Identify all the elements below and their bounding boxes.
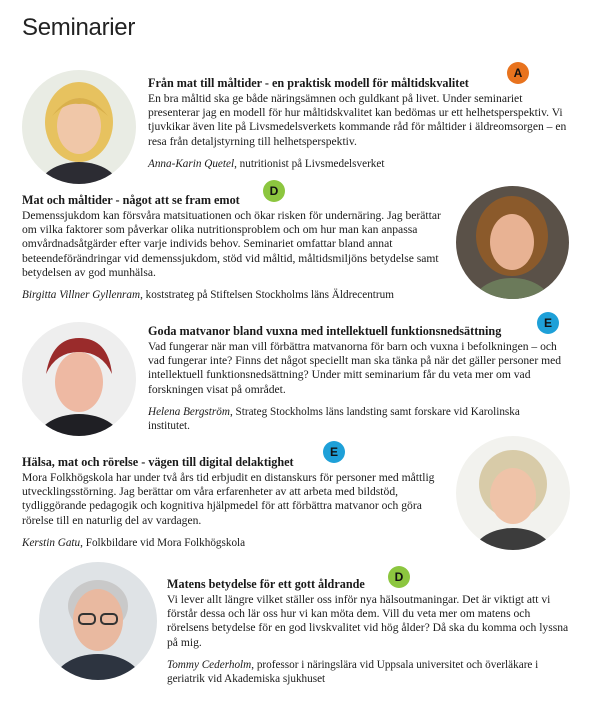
seminar-4 [22, 453, 447, 550]
page-title: Seminarier [22, 14, 136, 41]
level-badge-d: D [263, 180, 285, 202]
speaker-name: Helena Bergström [148, 405, 230, 418]
speaker-credit [22, 536, 447, 550]
seminar-description: Vad fungerar när man vill förbättra matvanorna för barn och vuxna i befolkningen – och vad fungerar inte? Finns det något speciellt man ska tänka på när det gäller personer med intellektuell funktionsnedsättning? Under mitt seminarium får du veta mer om vad forskningen visat på området. [148, 340, 562, 396]
speaker-role: , nutritionist på Livsmedelsverket [234, 157, 385, 170]
seminar-title: Från mat till måltider - en praktisk modell för måltidskvalitet [148, 76, 469, 90]
level-badge-e: E [537, 312, 559, 334]
speaker-role: , Folkbildare vid Mora Folkhögskola [80, 536, 246, 549]
speaker-name: Kerstin Gatu [22, 536, 81, 549]
level-badge-a: A [507, 62, 529, 84]
speaker-photo-5 [39, 562, 157, 680]
seminar-2 [22, 191, 447, 302]
speaker-credit [148, 405, 563, 433]
speaker-credit [22, 288, 447, 302]
seminar-title: Goda matvanor bland vuxna med intellektuell funktionsnedsättning [148, 324, 502, 338]
speaker-role: , koststrateg på Stiftelsen Stockholms läns Äldrecentrum [140, 289, 394, 302]
speaker-photo-1 [22, 70, 136, 184]
speaker-credit [167, 658, 572, 686]
seminar-5 [167, 575, 572, 686]
seminar-description: Vi lever allt längre vilket ställer oss inför nya hälsoutmaningar. Det är viktigt att vi förstår dessa och lär oss hur vi kan möta dem. Vill du veta mer om matens och rörelsens betydelse för en god livskvalitet vid hög ålder? Då ska du komma och lyssna på mig. [167, 593, 569, 649]
seminar-title: Mat och måltider - något att se fram emot [22, 193, 240, 207]
speaker-name: Birgitta Villner Gyllenram [22, 289, 141, 302]
speaker-name: Tommy Cederholm [167, 658, 252, 671]
speaker-credit [148, 157, 568, 171]
level-badge-e: E [323, 441, 345, 463]
speaker-role: , professor i näringslära vid Uppsala universitet och överläkare i geriatrik vid Akademiska sjukhuset [167, 658, 539, 686]
seminar-3 [148, 322, 563, 433]
seminar-title: Hälsa, mat och rörelse - vägen till digital delaktighet [22, 455, 294, 469]
speaker-photo-4 [456, 436, 570, 550]
speaker-photo-2 [456, 186, 569, 299]
seminar-title: Matens betydelse för ett gott åldrande [167, 577, 365, 591]
seminar-description: Mora Folkhögskola har under två års tid erbjudit en distanskurs för personer med måttlig utvecklingsstörning. Jag berättar om våra erfarenheter av att arbeta med bildstöd, tydliggörande pedagogik och kognitiva hjälpmedel för att förbättra matvanor och göra rörelse till en naturlig del av vardagen. [22, 471, 435, 527]
speaker-role: , Strateg Stockholms läns landsting samt forskare vid Karolinska institutet. [148, 405, 520, 433]
seminar-description: Demenssjukdom kan försvåra matsituationen och ökar risken för undernäring. Jag berättar om vilka faktorer som påverkar olika nutritionsproblem och om hur man kan anpassa omvårdnadsåtgärder efter varje individs behov. Seminariet omfattar bland annat beteendeförändringar vid demenssjukdom, stöd vid måltid, måltidsmiljöns betydelse samt betydelsen av god munhälsa. [22, 209, 441, 279]
speaker-photo-3 [22, 322, 136, 436]
seminar-1 [148, 74, 568, 171]
seminar-description: En bra måltid ska ge både näringsämnen och guldkant på livet. Under seminariet presenterar jag en modell för hur måltidskvalitet kan bedömas ur ett helhetsperspektiv. Vi tjuvkikar även lite på Livsmedelsverkets kommande råd för måltider i äldreomsorgen – en resa från detaljstyrning till helhetsperspektiv. [148, 92, 567, 148]
speaker-name: Anna-Karin Quetel [148, 157, 235, 170]
level-badge-d: D [388, 566, 410, 588]
